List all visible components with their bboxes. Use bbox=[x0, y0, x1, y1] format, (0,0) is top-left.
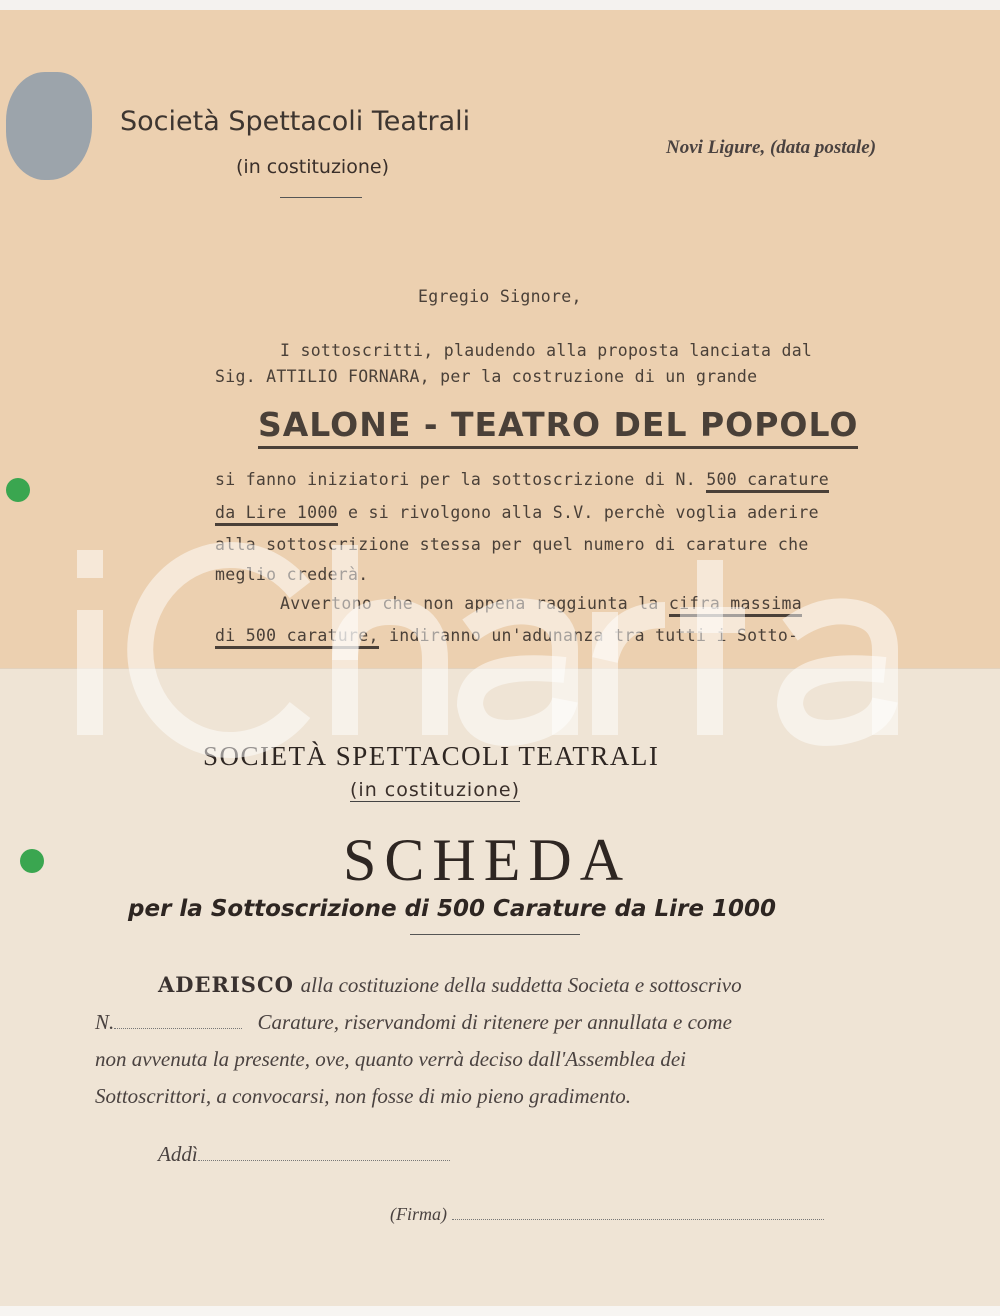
signature-field[interactable] bbox=[452, 1219, 824, 1220]
paragraph-line: I sottoscritti, plaudendo alla proposta lanciata dal bbox=[280, 341, 813, 360]
n-label: N. bbox=[95, 1010, 115, 1034]
signature-label: (Firma) bbox=[390, 1204, 447, 1224]
form-org-name: SOCIETÀ SPETTACOLI TEATRALI bbox=[203, 741, 660, 771]
text: e si rivolgono alla S.V. perchè voglia aderire bbox=[348, 503, 819, 522]
form-org-status: (in costituzione) bbox=[350, 779, 520, 801]
form-text: alla costituzione della suddetta Societa e sottoscrivo bbox=[300, 973, 742, 997]
paragraph-line: Sig. ATTILIO FORNARA, per la costruzione di un grande bbox=[215, 367, 758, 386]
quantity-field[interactable] bbox=[114, 1028, 242, 1029]
letter-org-status: (in costituzione) bbox=[236, 156, 389, 178]
place-date: Novi Ligure, (data postale) bbox=[666, 137, 877, 158]
adherence-lead: ADERISCO bbox=[158, 972, 294, 997]
punch-hole bbox=[20, 849, 44, 873]
tape-stain bbox=[6, 72, 92, 180]
form-text: Carature, riservandomi di ritenere per annullata e come bbox=[257, 1010, 732, 1034]
form-text: non avvenuta la presente, ove, quanto verrà deciso dall'Assemblea dei bbox=[95, 1047, 686, 1071]
underlined-text: di 500 carature, bbox=[215, 626, 379, 649]
paper-edge bbox=[0, 1306, 1000, 1316]
date-field[interactable] bbox=[198, 1160, 450, 1161]
form-text: Sottoscrittori, a convocarsi, non fosse di mio pieno gradimento. bbox=[95, 1084, 632, 1108]
paragraph-line: alla sottoscrizione stessa per quel numero di carature che bbox=[215, 535, 809, 554]
date-label: Addì bbox=[158, 1142, 198, 1166]
punch-hole bbox=[6, 478, 30, 502]
paragraph-line: meglio crederà. bbox=[215, 565, 369, 584]
underlined-text: da Lire 1000 bbox=[215, 503, 338, 526]
letter-org-name: Società Spettacoli Teatrali bbox=[120, 106, 471, 137]
form-title: SCHEDA bbox=[343, 827, 632, 893]
form-subtitle: per la Sottoscrizione di 500 Carature da Lire 1000 bbox=[128, 896, 777, 922]
underlined-text: cifra massima bbox=[669, 594, 802, 617]
headline: SALONE - TEATRO DEL POPOLO bbox=[258, 405, 858, 449]
text: Avvertono che non appena raggiunta la bbox=[280, 594, 659, 613]
ornament-divider bbox=[410, 934, 580, 935]
salutation: Egregio Signore, bbox=[418, 287, 582, 306]
underlined-text: 500 carature bbox=[706, 470, 829, 493]
text: si fanno iniziatori per la sottoscrizione di N. bbox=[215, 470, 696, 489]
ornament-divider bbox=[280, 197, 362, 198]
text: indiranno un'adunanza tra tutti i Sotto- bbox=[388, 626, 799, 645]
